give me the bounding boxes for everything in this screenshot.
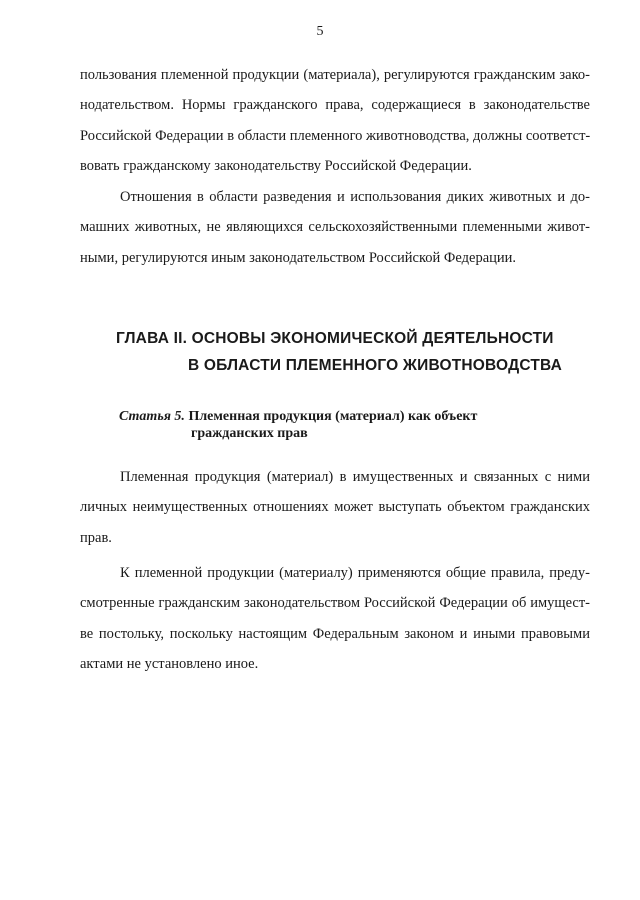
paragraph-wild-animals [80, 182, 590, 273]
paragraph-line: пользования племенной продукции (материала), регулируются гражданским зако- [80, 67, 590, 83]
chapter-heading-line2: В ОБЛАСТИ ПЛЕМЕННОГО ЖИВОТНОВОДСТВА [188, 357, 563, 374]
chapter-heading-line1: ГЛАВА II. ОСНОВЫ ЭКОНОМИЧЕСКОЙ ДЕЯТЕЛЬНОСТИ [116, 330, 554, 347]
paragraph-line: Племенная продукция (материал) в имущественных и связанных с ними [120, 469, 590, 485]
paragraph-line: прав. [80, 529, 112, 546]
paragraph-line: вовать гражданскому законодательству Российской Федерации. [80, 158, 472, 175]
paragraph-line: машних животных, не являющихся сельскохозяйственными племенными живот- [80, 219, 590, 236]
paragraph-line: личных неимущественных отношениях может выступать объектом гражданских [80, 499, 590, 516]
paragraph-line: нодательством. Нормы гражданского права, содержащиеся в законодательстве [80, 97, 590, 114]
paragraph-general-rules [80, 558, 590, 680]
paragraph-line: ве постольку, поскольку настоящим Федеральным законом и иными правовыми [80, 625, 590, 642]
paragraph-line: ными, регулируются иным законодательством Российской Федерации. [80, 249, 517, 266]
paragraph-line: актами не установлено иное. [80, 656, 259, 673]
article-title-line1: Племенная продукция (материал) как объект [188, 409, 478, 424]
article-title-line2: гражданских прав [191, 426, 308, 441]
paragraph-line: Российской Федерации в области племенного животноводства, должны соответст- [80, 127, 591, 144]
paragraph-line: К племенной продукции (материалу) применяются общие правила, преду- [120, 565, 590, 581]
page-number: 5 [316, 24, 324, 39]
paragraph-object-of-rights [80, 462, 590, 553]
article-label: Статья 5. [119, 409, 185, 424]
paragraph-line: Отношения в области разведения и использования диких животных и до- [120, 189, 590, 205]
article-heading [119, 408, 477, 442]
paragraph-line: смотренные гражданским законодательством Российской Федерации об имущест- [80, 595, 590, 612]
paragraph-civil-law [80, 60, 590, 182]
